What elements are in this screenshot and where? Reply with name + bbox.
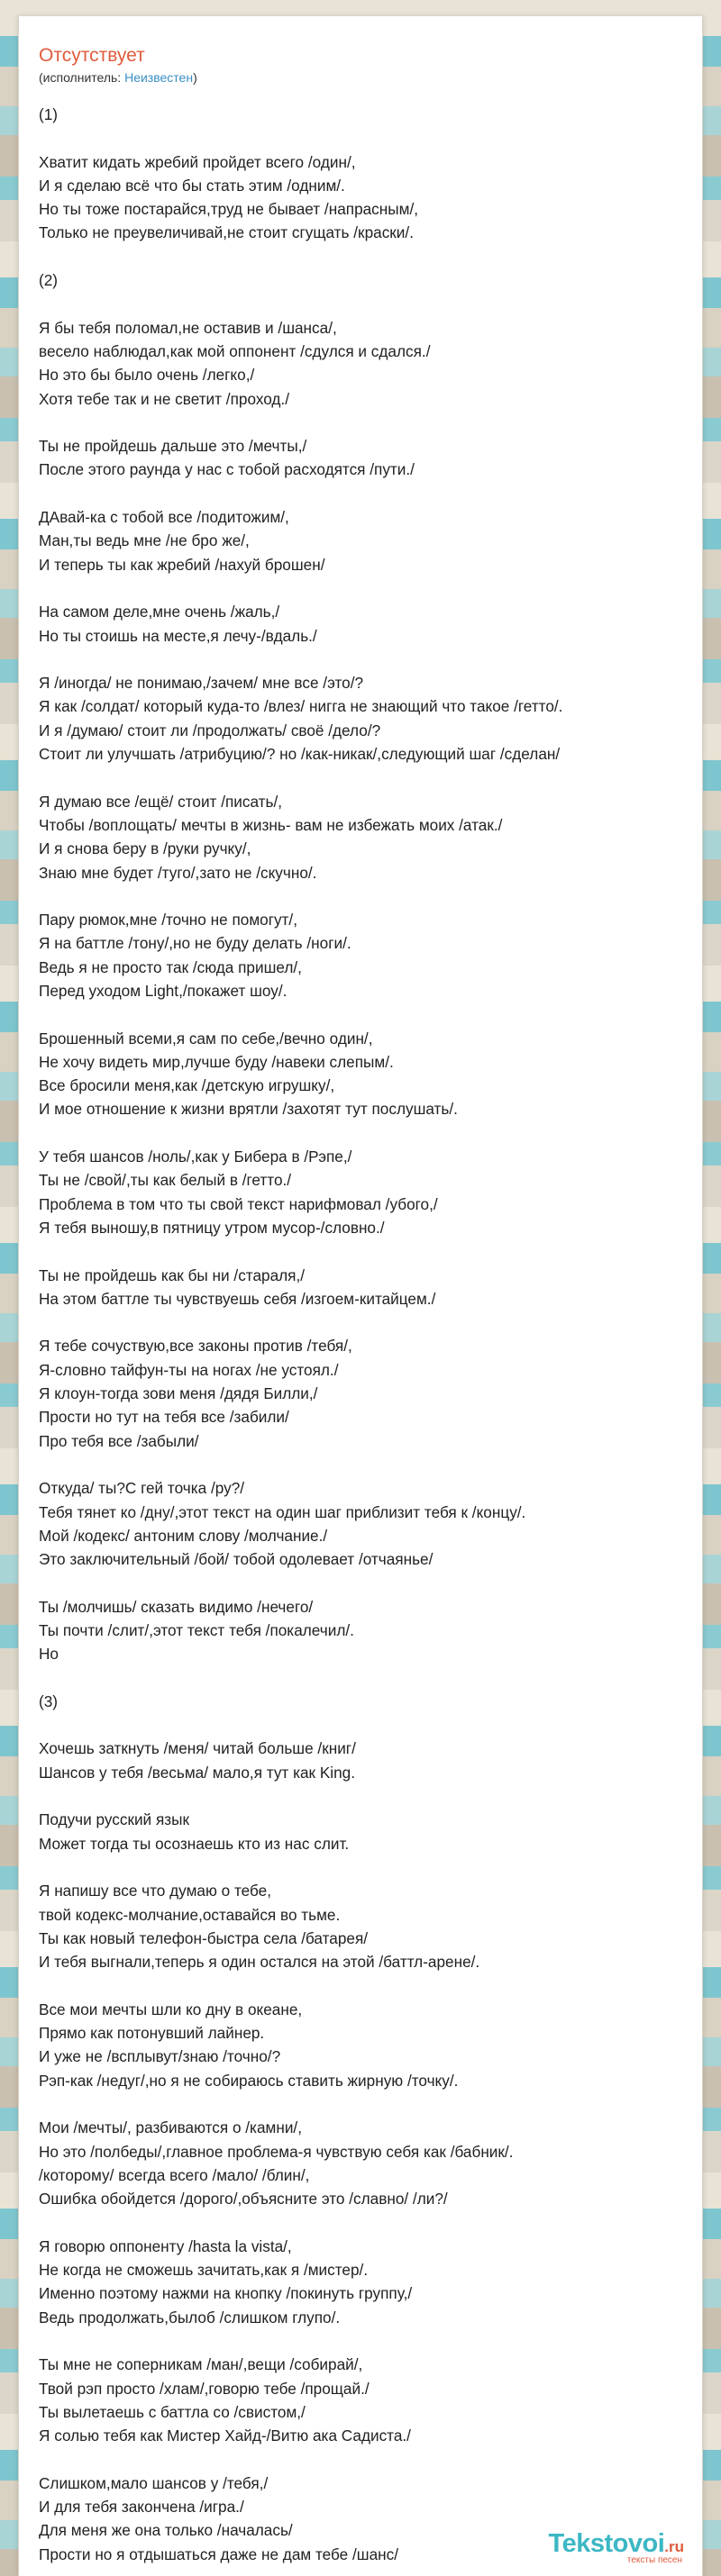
lyric-line: Я тебя выношу,в пятницу утром мусор-/словно./ (39, 1218, 385, 1237)
lyric-line: Я думаю все /ещё/ стоит /писать/, (39, 792, 283, 811)
lyric-line: Слишком,мало шансов у /тебя,/ (39, 2473, 269, 2492)
lyric-line: твой кодекс-молчание,оставайся во тьме. (39, 1905, 341, 1924)
lyric-line: Ты не пройдешь дальше это /мечты,/ (39, 437, 307, 456)
stanza-gap (39, 1121, 697, 1145)
lyric-line: Все бросили меня,как /детскую игрушку/, (39, 1076, 335, 1095)
lyric-line: Перед уходом Light,/покажет шоу/. (39, 981, 287, 1000)
lyric-line: Для меня же она только /началась/ (39, 2521, 293, 2540)
stanza-gap (39, 2092, 697, 2116)
lyric-line: Рэп-как /недуг/,но я не собираюсь ставить жирную /точку/. (39, 2071, 459, 2090)
stanza-gap (39, 1571, 697, 1594)
lyric-line: Подучи русский язык (39, 1810, 189, 1829)
lyric-line: Твой рэп просто /хлам/,говорю тебе /прощай./ (39, 2379, 370, 2398)
site-logo[interactable] (549, 2529, 684, 2565)
stanza-gap (39, 1453, 697, 1476)
lyric-line: Это заключительный /бой/ тобой одолевает /отчаянье/ (39, 1550, 434, 1569)
lyrics-page (18, 16, 703, 2576)
lyric-line: И тебя выгнали,теперь я один остался на этой /баттл-арене/. (39, 1953, 480, 1972)
lyric-line: И я снова беру в /руки ручку/, (39, 839, 251, 858)
stanza-gap (39, 1713, 697, 1737)
lyric-line: И я сделаю всё что бы стать этим /одним/. (39, 176, 345, 195)
stanza-gap (39, 411, 697, 434)
lyric-line: ДАвай-ка с тобой все /подитожим/, (39, 508, 289, 527)
lyric-line: весело наблюдал,как мой оппонент /сдулся и сдался./ (39, 341, 431, 360)
lyric-line: Я /иногда/ не понимаю,/зачем/ мне все /это/? (39, 674, 364, 693)
lyric-line: Но (39, 1645, 59, 1664)
stanza-gap (39, 1666, 697, 1690)
lyric-line: Я бы тебя поломал,не оставив и /шанса/, (39, 318, 337, 337)
stanza-gap (39, 1855, 697, 1879)
stanza-gap (39, 576, 697, 600)
lyric-line: Прямо как потонувший лайнер. (39, 2024, 265, 2043)
lyric-line: Именно поэтому нажми на кнопку /покинуть группу,/ (39, 2284, 413, 2303)
lyric-line: После этого раунда у нас с тобой расходятся /пути./ (39, 460, 415, 479)
lyric-line: Знаю мне будет /туго/,зато не /скучно/. (39, 863, 317, 882)
logo-tagline: тексты песен (626, 2555, 682, 2565)
lyric-line: Пару рюмок,мне /точно не помогут/, (39, 911, 297, 930)
lyric-line: (2) (39, 271, 59, 290)
stanza-gap (39, 2329, 697, 2353)
lyric-line: Откуда/ ты?С гей точка /ру?/ (39, 1479, 245, 1498)
lyric-line: На этом баттле ты чувствуешь себя /изгоем-китайцем./ (39, 1289, 436, 1308)
stanza-gap (39, 884, 697, 908)
lyric-line: Я говорю оппоненту /hasta la vista/, (39, 2236, 292, 2255)
lyric-line: Я клоун-тогда зови меня /дядя Билли,/ (39, 1384, 318, 1403)
lyric-line: Ведь я не просто так /сюда пришел/, (39, 957, 302, 976)
stanza-gap (39, 1002, 697, 1026)
lyric-line: Ты почти /слит/,этот текст тебя /покалечил/. (39, 1621, 354, 1639)
lyric-line: /которому/ всегда всего /мало/ /блин/, (39, 2165, 310, 2184)
lyric-line: И уже не /всплывут/знаю /точно/? (39, 2047, 281, 2066)
lyric-line: Про тебя все /забыли/ (39, 1431, 199, 1450)
lyric-line: Чтобы /воплощать/ мечты в жизнь- вам не избежать моих /атак./ (39, 815, 503, 834)
lyric-line: Все мои мечты шли ко дну в океане, (39, 2000, 303, 2018)
lyric-line: Ведь продолжать,былоб /слишком глупо/. (39, 2308, 341, 2327)
stanza-gap (39, 648, 697, 671)
stanza-gap (39, 2210, 697, 2234)
lyric-line: Хочешь заткнуть /меня/ читай больше /книг/ (39, 1739, 356, 1758)
logo-wordmark: Tekstovoi (548, 2529, 665, 2558)
lyric-line: Прости но тут на тебя все /забили/ (39, 1408, 289, 1427)
lyric-line: Не когда не сможешь зачитать,как я /мистер/. (39, 2261, 369, 2280)
lyric-line: Проблема в том что ты свой текст нарифмовал /убого,/ (39, 1194, 438, 1213)
lyric-line: Я напишу все что думаю о тебе, (39, 1882, 271, 1900)
lyric-line: (3) (39, 1692, 59, 1710)
stanza-gap (39, 1973, 697, 1997)
lyric-line: Мой /кодекс/ антоним слову /молчание./ (39, 1526, 328, 1545)
lyric-line: Стоит ли улучшать /атрибуцию/? но /как-никак/,следующий шаг /сделан/ (39, 745, 561, 764)
performer-link[interactable]: Неизвестен (124, 70, 194, 85)
lyric-line: Шансов у тебя /весьма/ мало,я тут как King. (39, 1763, 356, 1782)
lyric-line: Я на баттле /тону/,но не буду делать /ноги/. (39, 934, 351, 953)
lyric-line: Только не преувеличивай,не стоит сгущать /краски/. (39, 223, 414, 242)
performer-prefix: (исполнитель: (39, 70, 125, 85)
lyric-line: Но это /полбеды/,главное проблема-я чувствую себя как /бабник/. (39, 2142, 514, 2161)
performer-line (39, 70, 197, 85)
song-title: Отсутствует (39, 45, 145, 66)
lyric-line: Я тебе сочуствую,все законы против /тебя/, (39, 1337, 352, 1356)
lyric-line: Ты вылетаешь с баттла со /свистом,/ (39, 2402, 306, 2421)
lyric-line: Но это бы было очень /легко,/ (39, 366, 255, 385)
stanza-gap (39, 126, 697, 150)
lyric-line: Прости но я отдышаться даже не дам тебе /шанс/ (39, 2544, 398, 2563)
lyric-line: Хотя тебе так и не светит /проход./ (39, 389, 289, 408)
lyric-line: Но ты тоже постарайся,труд не бывает /напрасным/, (39, 200, 418, 219)
stanza-gap (39, 245, 697, 268)
stanza-gap (39, 1239, 697, 1263)
lyric-line: И для тебя закончена /игра./ (39, 2497, 244, 2516)
lyric-line: Тебя тянет ко /дну/,этот текст на один шаг приблизит тебя к /концу/. (39, 1502, 526, 1521)
lyric-line: Хватит кидать жребий пройдет всего /один/, (39, 152, 356, 171)
stanza-gap (39, 2447, 697, 2471)
lyric-line: И теперь ты как жребий /нахуй брошен/ (39, 555, 325, 574)
lyric-line: Ты не /свой/,ты как белый в /гетто./ (39, 1171, 292, 1190)
lyric-line: Может тогда ты осознаешь кто из нас слит. (39, 1834, 350, 1853)
lyric-line: И мое отношение к жизни врятли /захотят тут послушать/. (39, 1100, 458, 1119)
stanza-gap (39, 482, 697, 505)
lyric-line: Ман,ты ведь мне /не бро же/, (39, 531, 250, 550)
stanza-gap (39, 1784, 697, 1808)
logo-domain: .ru (664, 2538, 684, 2555)
lyric-line: И я /думаю/ стоит ли /продолжать/ своё /дело/? (39, 721, 381, 739)
lyric-line: Не хочу видеть мир,лучше буду /навеки слепым/. (39, 1052, 394, 1071)
lyric-line: Брошенный всеми,я сам по себе,/вечно один/, (39, 1029, 373, 1048)
lyric-line: У тебя шансов /ноль/,как у Бибера в /Рэпе,/ (39, 1147, 352, 1166)
performer-suffix: ) (193, 70, 197, 85)
stanza-gap (39, 1311, 697, 1334)
lyric-line: Я как /солдат/ который куда-то /влез/ нигга не знающий что такое /гетто/. (39, 697, 563, 716)
lyric-line: Я солью тебя как Мистер Хайд-/Витю ака Садиста./ (39, 2426, 411, 2445)
lyric-line: На самом деле,мне очень /жаль,/ (39, 603, 280, 621)
lyric-line: Ты не пройдешь как бы ни /стараля,/ (39, 1265, 306, 1284)
lyric-line: Ты /молчишь/ сказать видимо /нечего/ (39, 1597, 314, 1616)
lyric-line: Ошибка обойдется /дорого/,объясните это /славно/ /ли?/ (39, 2190, 448, 2209)
stanza-gap (39, 292, 697, 315)
lyric-line: Ты как новый телефон-быстра села /батарея/ (39, 1928, 369, 1947)
lyric-line: (1) (39, 105, 59, 123)
stanza-gap (39, 766, 697, 789)
lyric-line: Я-словно тайфун-ты на ногах /не устоял./ (39, 1360, 339, 1379)
lyric-line: Но ты стоишь на месте,я лечу-/вдаль./ (39, 626, 317, 645)
lyric-line: Ты мне не соперникам /ман/,вещи /собирай/, (39, 2355, 363, 2374)
lyric-line: Мои /мечты/, разбиваются о /камни/, (39, 2118, 302, 2137)
lyrics-text (39, 103, 697, 2566)
